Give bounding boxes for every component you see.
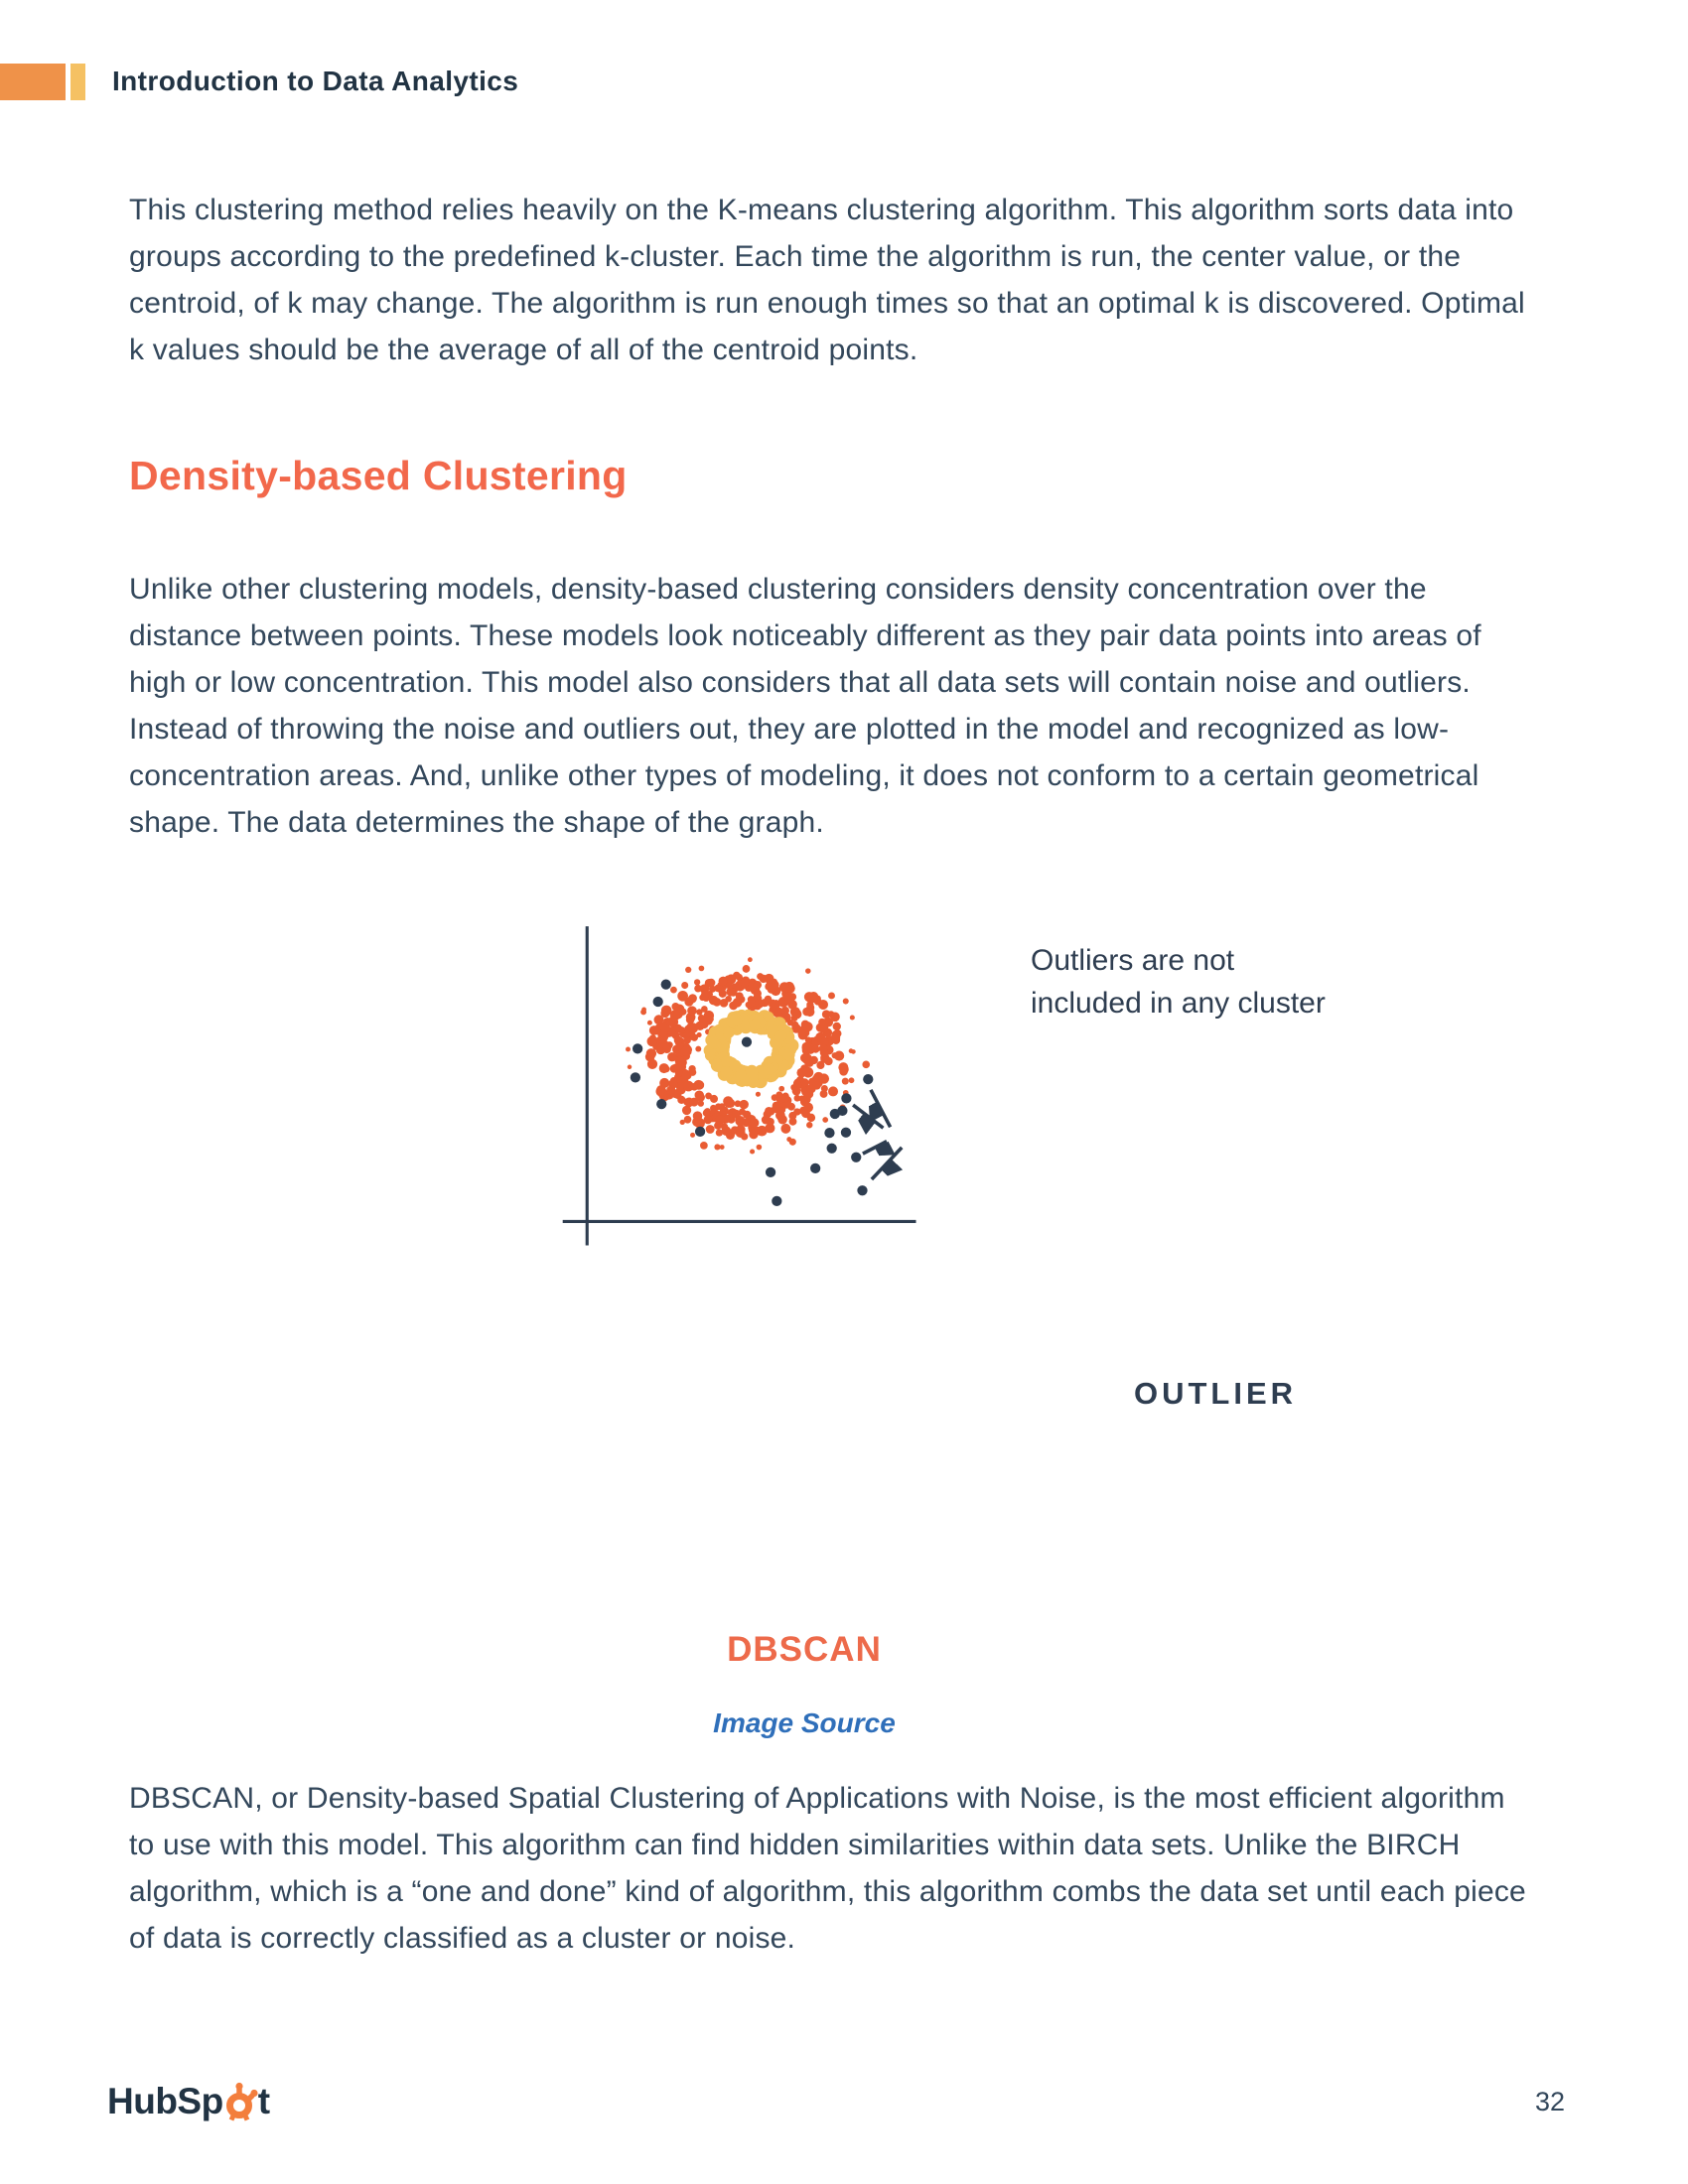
data-point (736, 1128, 746, 1138)
data-point (666, 1020, 673, 1026)
data-point (690, 1083, 698, 1091)
data-point (626, 1047, 631, 1052)
data-point (739, 1108, 746, 1115)
data-point (681, 982, 688, 989)
data-point (695, 1022, 704, 1030)
data-point (694, 979, 700, 985)
outlier-arrow (863, 1142, 887, 1155)
outlier-point (827, 1144, 837, 1154)
data-point (803, 1067, 814, 1078)
data-point (688, 994, 697, 1003)
data-point (700, 1142, 708, 1150)
data-point (707, 979, 715, 987)
data-point (735, 1100, 742, 1107)
paragraph-dbscan: DBSCAN, or Density-based Spatial Clustering of Applications with Noise, is the most efficient algorithm to use with this model. This algorithm can find hidden similarities within data sets. Unlike the BIRCH algorithm, which is a “one and done” kind of algorithm, this algorithm combs the data set until each piece of data is correctly classified as a cluster or noise. (129, 1782, 1526, 1955)
data-point (686, 1016, 695, 1024)
figure-title-dbscan: DBSCAN (727, 1630, 882, 1669)
data-point (768, 986, 775, 994)
data-point (743, 965, 751, 973)
outlier-point (631, 1072, 640, 1082)
outlier-point (824, 1128, 834, 1138)
data-point (843, 998, 849, 1004)
data-point (801, 1109, 810, 1118)
data-point (792, 1087, 801, 1096)
data-point (730, 1014, 742, 1025)
data-point (726, 982, 733, 989)
data-point (698, 1100, 704, 1106)
data-point (676, 1042, 683, 1049)
figure-annotation-line-1: Outliers are not (1031, 944, 1235, 977)
data-point (828, 1086, 838, 1096)
figure-annotation (1031, 939, 1326, 1024)
data-point (662, 1042, 670, 1050)
data-point (707, 1016, 714, 1023)
data-point (710, 1095, 718, 1103)
data-point (781, 1007, 789, 1015)
data-point (725, 996, 732, 1003)
data-point (862, 1061, 870, 1069)
header-accent-yellow-block (70, 64, 85, 100)
data-point (816, 1061, 824, 1069)
data-point (699, 966, 705, 972)
data-point (701, 991, 709, 999)
data-point (666, 1085, 675, 1094)
data-point (798, 1029, 807, 1038)
data-point (693, 1111, 703, 1121)
data-point (755, 1127, 761, 1133)
outlier-point (841, 1093, 851, 1103)
data-point (723, 1096, 733, 1106)
data-point (683, 1032, 690, 1039)
data-point (833, 1023, 841, 1030)
data-point (713, 998, 722, 1007)
data-point (799, 1095, 805, 1101)
data-point (831, 1033, 841, 1043)
data-point (750, 1149, 755, 1154)
data-point (750, 1019, 761, 1029)
outlier-point (695, 1127, 705, 1137)
section-heading-density-clustering: Density-based Clustering (129, 453, 628, 498)
data-point (839, 1064, 849, 1074)
data-point (748, 957, 753, 962)
hubspot-sprocket-icon (222, 2079, 259, 2124)
data-point (775, 1111, 785, 1121)
data-point (659, 1063, 669, 1073)
data-point (682, 1106, 691, 1115)
data-point (647, 1021, 652, 1025)
page-number: 32 (1535, 2087, 1566, 2116)
data-point (670, 987, 677, 994)
data-point (789, 1118, 797, 1126)
outlier-point (766, 1167, 775, 1177)
outlier-point (810, 1163, 820, 1173)
data-point (805, 968, 811, 974)
outlier-point (851, 1153, 861, 1162)
data-point (649, 1025, 659, 1035)
data-point (821, 1085, 828, 1092)
data-point (791, 1022, 798, 1028)
data-point (660, 1009, 669, 1018)
image-source-link[interactable]: Image Source (713, 1707, 896, 1738)
data-point (806, 1001, 813, 1008)
core-cluster-points (704, 1010, 799, 1089)
data-point (685, 967, 691, 973)
outlier-label: OUTLIER (1134, 1376, 1298, 1411)
data-point (647, 1059, 657, 1069)
data-point (828, 992, 835, 999)
data-point (696, 1032, 701, 1037)
data-point (719, 977, 727, 985)
data-point (690, 1133, 695, 1138)
data-point (849, 1048, 854, 1053)
data-point (647, 1036, 657, 1046)
data-point (774, 1030, 786, 1042)
data-point (802, 1008, 811, 1017)
paragraph-kmeans: This clustering method relies heavily on the K-means clustering algorithm. This algorithm sorts data into groups according to the predefined k-cluster. Each time the algorithm is run, the center value, or the centroid, of k may change. The algorithm is run enough times so that an optimal k is discovered. Optimal k values should be the average of all of the centroid points. (129, 194, 1525, 366)
data-point (746, 1065, 759, 1078)
data-point (790, 1007, 800, 1017)
data-point (804, 992, 814, 1002)
image-source-container (357, 1707, 1251, 1739)
data-point (754, 990, 762, 998)
outlier-point (841, 1128, 851, 1138)
data-point (717, 986, 725, 994)
data-point (812, 1081, 820, 1089)
data-point (776, 1094, 785, 1103)
outlier-point (837, 1106, 847, 1116)
hubspot-logo-text-prefix: HubSp (107, 2081, 223, 2121)
data-point (850, 1015, 855, 1020)
data-point (842, 1078, 849, 1085)
data-point (810, 1056, 818, 1064)
data-point (754, 981, 762, 989)
data-point (723, 1027, 734, 1038)
data-point (828, 1011, 835, 1018)
data-point (763, 1063, 774, 1075)
data-point (761, 999, 769, 1007)
data-point (793, 1108, 800, 1115)
data-point (818, 1019, 826, 1026)
header-accent-orange-block (0, 64, 66, 100)
data-point (740, 979, 749, 988)
data-point (789, 1139, 796, 1146)
data-point (780, 1124, 790, 1134)
data-point (783, 1048, 795, 1060)
data-point (684, 1098, 694, 1108)
data-point (750, 1118, 759, 1127)
data-point (715, 1103, 722, 1110)
data-point (812, 1045, 820, 1053)
data-point (679, 1009, 686, 1016)
data-point (834, 1050, 844, 1060)
data-point (695, 1046, 701, 1052)
data-point (640, 1010, 646, 1016)
data-point (689, 1068, 696, 1075)
outlier-arrows (853, 1090, 902, 1179)
data-point (736, 974, 743, 981)
data-point (760, 975, 768, 983)
outlier-arrow (872, 1148, 902, 1179)
data-point (822, 1117, 828, 1123)
data-point (687, 1006, 697, 1016)
page-title: Introduction to Data Analytics (112, 66, 519, 96)
data-point (677, 1096, 685, 1104)
data-point (806, 1122, 812, 1128)
outlier-point (857, 1185, 867, 1195)
outlier-point (633, 1043, 642, 1053)
outlier-point (863, 1074, 873, 1084)
outlier-point (772, 1196, 781, 1206)
data-point (680, 1120, 685, 1125)
data-point (735, 1069, 746, 1080)
data-point (715, 1115, 725, 1125)
data-point (675, 1056, 685, 1066)
dbscan-figure (357, 923, 1350, 1668)
data-point (757, 1145, 763, 1151)
data-point (704, 1116, 713, 1125)
data-point (735, 1116, 745, 1126)
data-point (714, 1144, 720, 1150)
outlier-point (656, 1099, 666, 1109)
figure-annotation-line-2: included in any cluster (1031, 987, 1326, 1020)
data-point (709, 986, 716, 993)
data-point (778, 1086, 784, 1092)
data-point (779, 982, 789, 992)
data-point (729, 1002, 738, 1011)
data-point (762, 1116, 771, 1125)
outlier-point (661, 979, 671, 989)
hubspot-logo-text-suffix: t (257, 2081, 270, 2121)
data-point (706, 1125, 715, 1134)
data-point (748, 999, 756, 1007)
data-point (729, 988, 737, 996)
paragraph-density-clustering: Unlike other clustering models, density-based clustering considers density concentration over the distance between points. These models look noticeably different as they pair data points into areas of high or low concentration. This model also considers that all data sets will contain noise and outliers. Instead of throwing the noise and outliers out, they are plotted in the model and recognized as low-concentration areas. And, unlike other types of modeling, it does not conform to a certain geometrical shape. The data determines the shape of the graph. (129, 573, 1481, 839)
outlier-point (653, 997, 663, 1007)
data-point (695, 1090, 704, 1099)
data-point (756, 1092, 761, 1097)
data-point (694, 985, 702, 993)
data-point (784, 993, 794, 1003)
data-point (819, 1073, 829, 1083)
data-point (819, 1044, 828, 1053)
data-point (675, 1069, 683, 1077)
outlier-point (742, 1037, 752, 1047)
data-point (849, 1077, 855, 1083)
data-point (677, 991, 688, 1002)
data-point (765, 1107, 774, 1116)
data-point (628, 1065, 632, 1069)
hubspot-logo (107, 2079, 270, 2124)
